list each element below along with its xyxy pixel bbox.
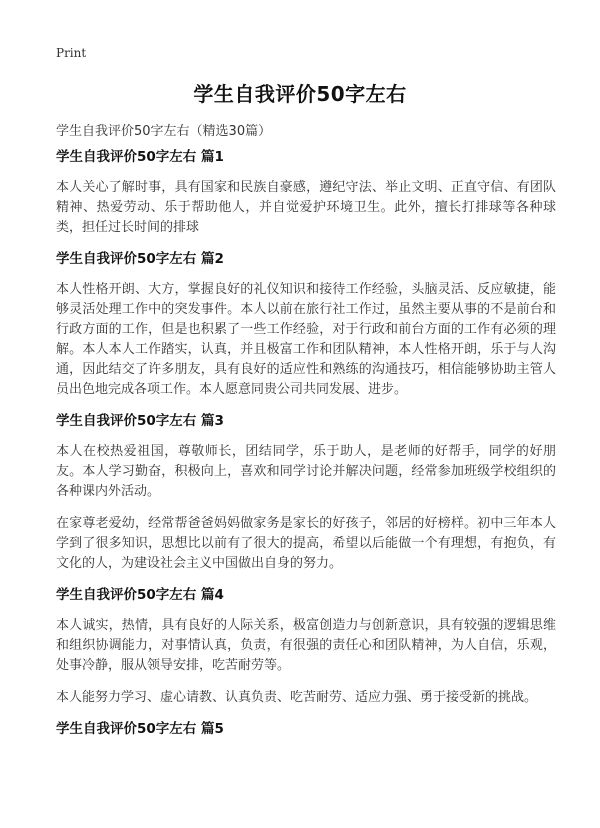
section-heading: 学生自我评价50字左右 篇5 (56, 721, 224, 737)
section-paragraph: 本人性格开朗、大方，掌握良好的礼仪知识和接待工作经验，头脑灵活、反应敏捷，能够灵活处理工作中的突发事件。本人以前在旅行社工作过，虽然主要从事的不是前台和行政方面的工作，但是也积累了一些工作经验，对于行政和前台方面的工作有必须的理解。本人本人工作踏实，认真，并且极富工作和团队精神，本人性格开朗，乐于与人沟通，因此结交了许多朋友，具有良好的适应性和熟练的沟通技巧，相信能够协助主管人员出色地完成各项工作。本人愿意同贵公司共同发展、进步。 (56, 282, 556, 397)
page-title: 学生自我评价50字左右 (193, 82, 407, 106)
section-paragraph: 本人在校热爱祖国，尊敬师长，团结同学，乐于助人，是老师的好帮手，同学的好朋友。本人学习勤奋，积极向上，喜欢和同学讨论并解决问题，经常参加班级学校组织的各种课内外活动。 (56, 444, 556, 499)
section-paragraph: 本人能努力学习、虚心请教、认真负责、吃苦耐劳、适应力强、勇于接受新的挑战。 (56, 690, 538, 705)
section-heading: 学生自我评价50字左右 篇1 (56, 149, 224, 165)
document-content (56, 148, 556, 750)
section-paragraph: 本人关心了解时事，具有国家和民族自豪感，遵纪守法、举止文明、正直守信、有团队精神、热爱劳动、乐于帮助他人，并自觉爱护环境卫生。此外，擅长打排球等各种球类，担任过长时间的排球 (56, 180, 556, 235)
section-5 (56, 720, 556, 738)
section-heading: 学生自我评价50字左右 篇4 (56, 587, 224, 603)
document-subtitle: 学生自我评价50字左右（精选30篇） (56, 124, 272, 139)
section-2 (56, 250, 556, 400)
section-heading: 学生自我评价50字左右 篇2 (56, 251, 224, 267)
section-1 (56, 148, 556, 238)
section-3 (56, 412, 556, 574)
section-heading: 学生自我评价50字左右 篇3 (56, 413, 224, 429)
section-paragraph: 本人诚实，热情，具有良好的人际关系，极富创造力与创新意识，具有较强的逻辑思维和组织协调能力，对事情认真，负责，有很强的责任心和团队精神，为人自信，乐观，处事冷静，服从领导安排，吃苦耐劳等。 (56, 618, 556, 673)
section-paragraph: 在家尊老爱幼，经常帮爸爸妈妈做家务是家长的好孩子，邻居的好榜样。初中三年本人学到了很多知识，思想比以前有了很大的提高，希望以后能做一个有理想，有抱负，有文化的人，为建设社会主义中国做出自身的努力。 (56, 516, 556, 571)
section-4 (56, 586, 556, 708)
print-link[interactable]: Print (56, 46, 87, 60)
